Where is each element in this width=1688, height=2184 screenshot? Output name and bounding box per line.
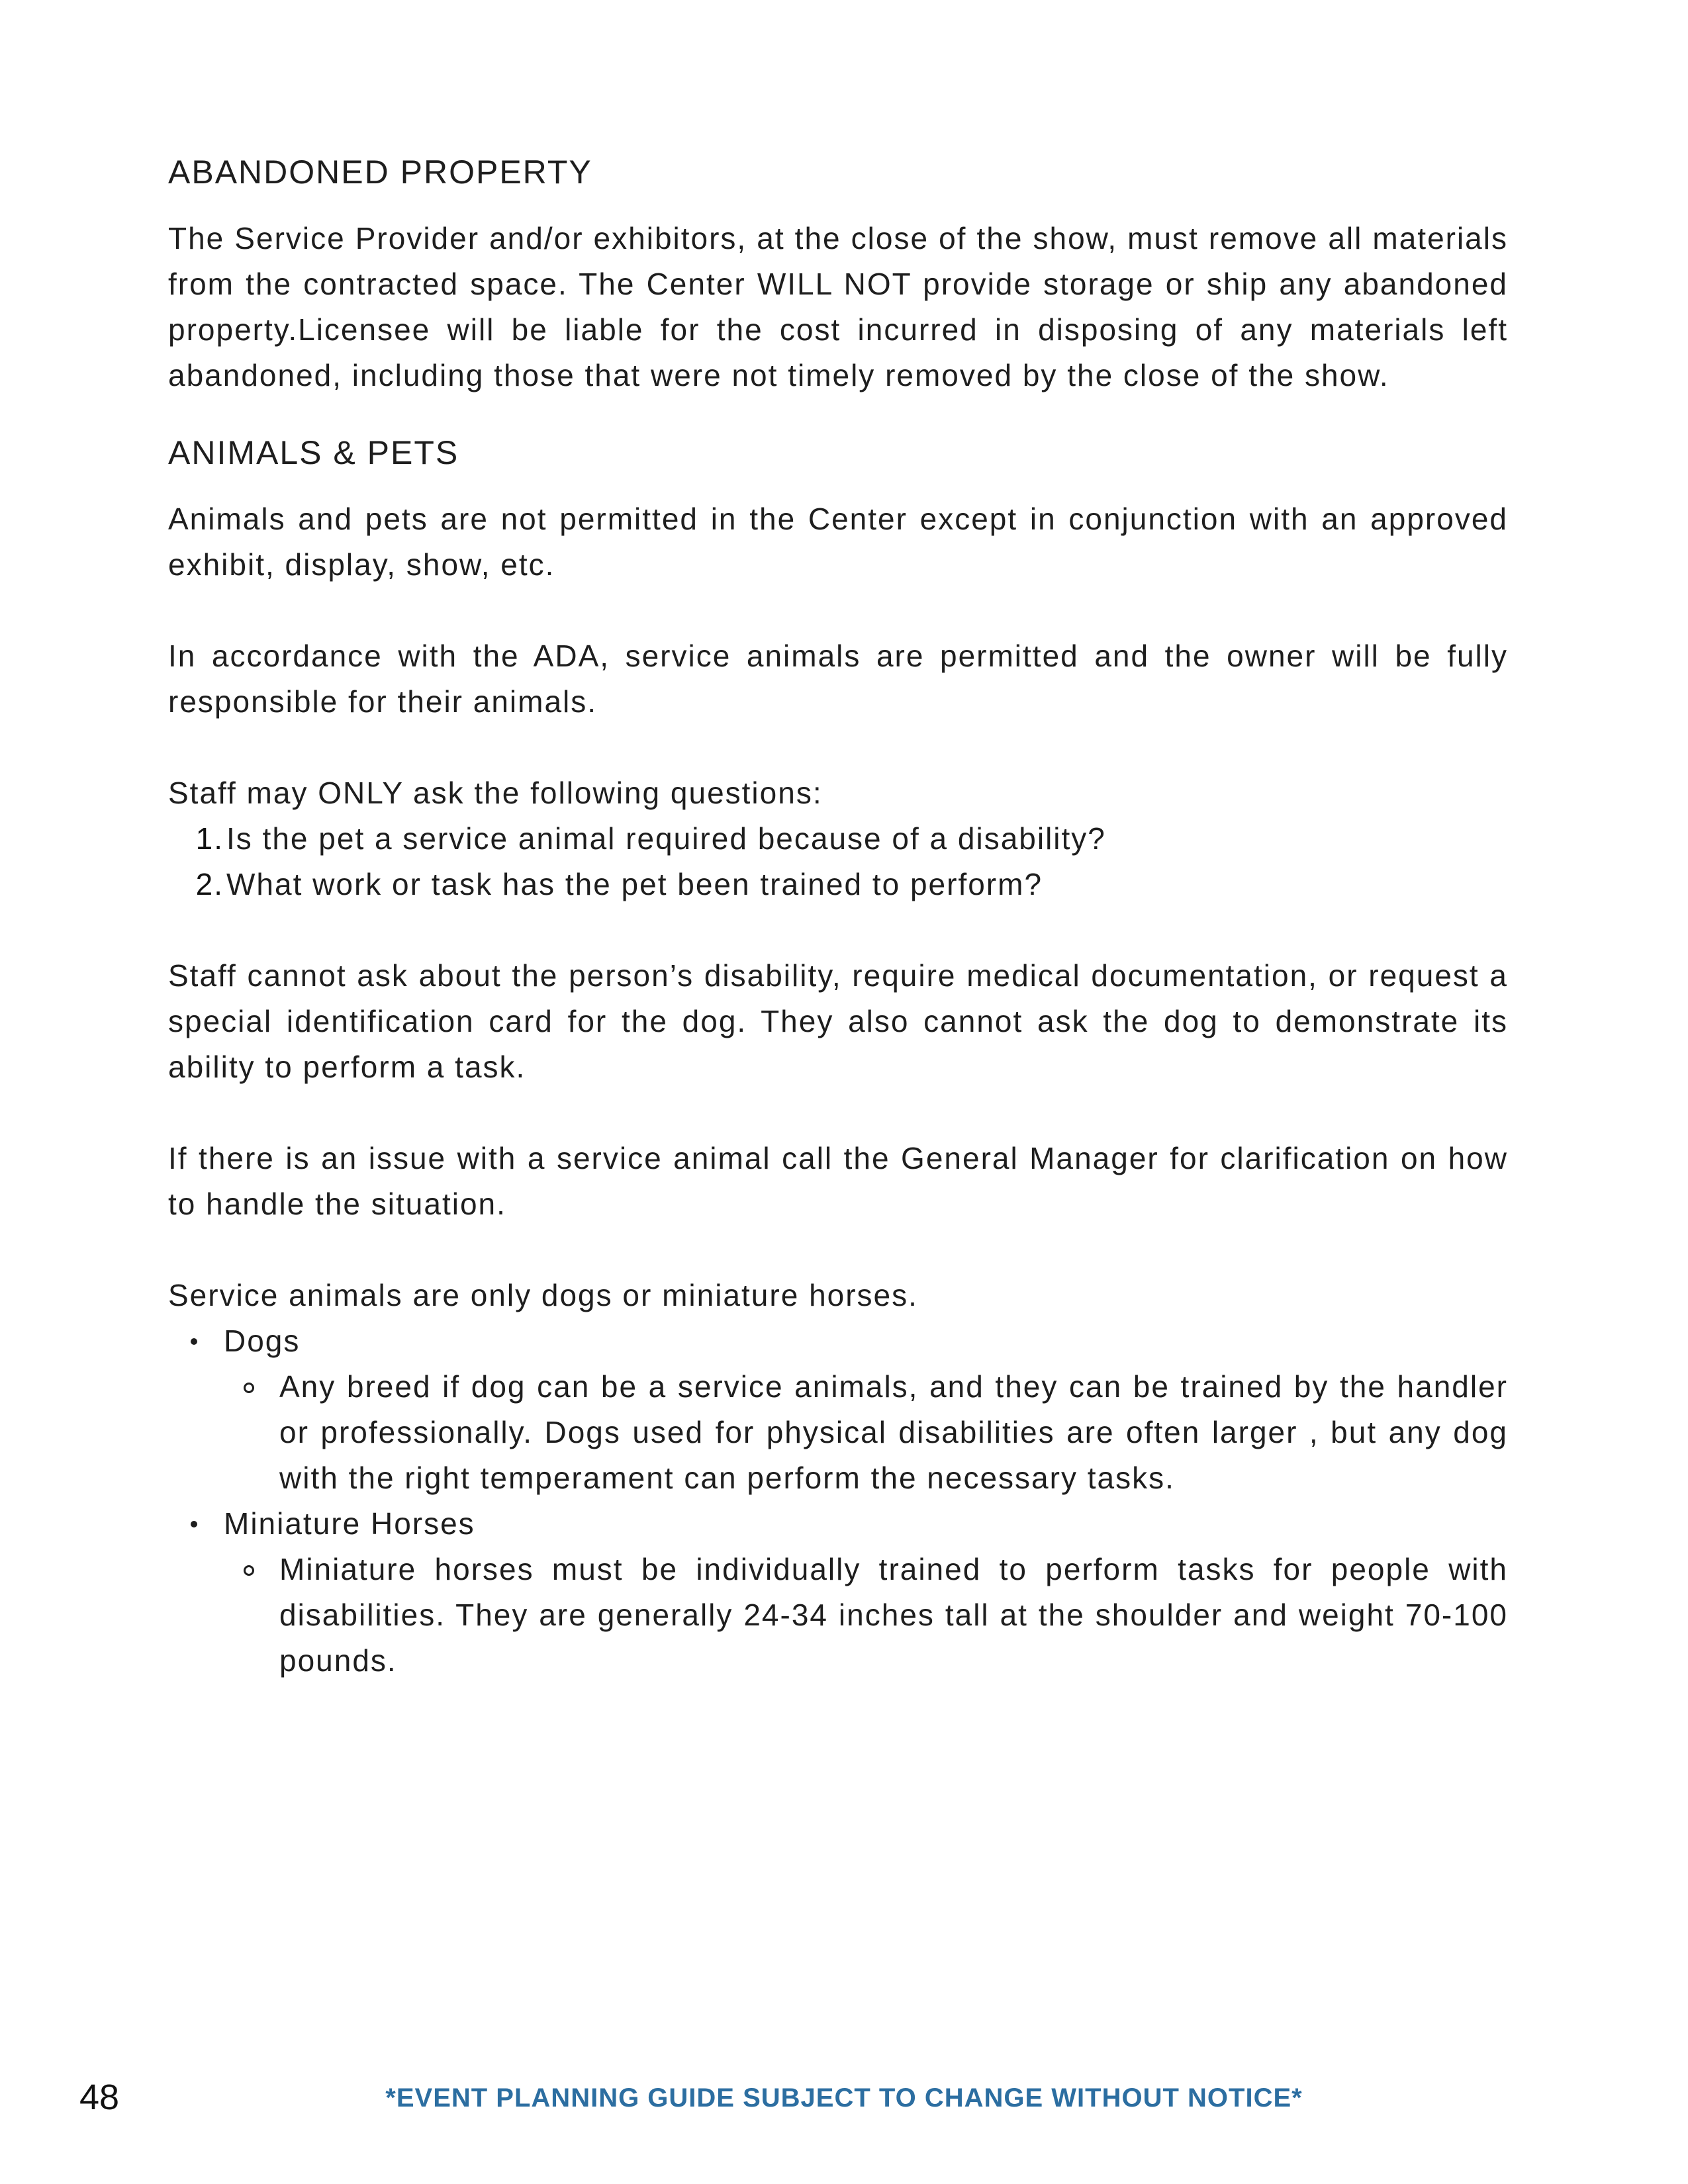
- ada-paragraph: In accordance with the ADA, service animals are permitted and the owner will be fully responsible for their animals.: [168, 639, 1508, 719]
- question-text: Is the pet a service animal required because of a disability?: [226, 821, 1106, 856]
- hollow-bullet-icon: [224, 1547, 279, 1684]
- list-item: [168, 862, 1508, 907]
- question-text: What work or task has the pet been trained to perform?: [226, 867, 1043, 901]
- type-label: Miniature Horses: [224, 1506, 475, 1541]
- abandoned-property-heading: ABANDONED PROPERTY: [168, 154, 592, 191]
- page-content: [168, 152, 1508, 1684]
- page-number: 48: [79, 2077, 120, 2117]
- type-detail: Miniature horses must be individually trained to perform tasks for people with disabilities. They are generally 24-34 inches tall at the shoulder and weight 70-100 pounds.: [279, 1552, 1508, 1678]
- list-number: 1.: [195, 821, 224, 856]
- questions-list: [168, 816, 1508, 907]
- animals-pets-heading: ANIMALS & PETS: [168, 434, 459, 471]
- list-number: 2.: [195, 867, 224, 901]
- general-manager-paragraph: If there is an issue with a service animal call the General Manager for clarification on how to handle the situation.: [168, 1141, 1508, 1221]
- list-item: [168, 816, 1508, 862]
- spacer: [168, 1227, 1508, 1273]
- abandoned-property-body: The Service Provider and/or exhibitors, at the close of the show, must remove all materials from the contracted space. The Center WILL NOT provide storage or ship any abandoned property.Licensee will be liable for the cost incurred in disposing of any materials left abandoned, including those that were not timely removed by the close of the show.: [168, 221, 1508, 392]
- service-animal-types-intro: Service animals are only dogs or miniature horses.: [168, 1278, 918, 1312]
- type-label: Dogs: [224, 1324, 301, 1358]
- list-item: [168, 1501, 1508, 1684]
- spacer: [168, 1090, 1508, 1136]
- type-detail: Any breed if dog can be a service animals, and they can be trained by the handler or professionally. Dogs used for physical disabilities are often larger , but any dog with the right temperament can perform the necessary tasks.: [279, 1369, 1508, 1495]
- bullet-icon: [168, 1318, 224, 1364]
- service-animal-types-list: [168, 1318, 1508, 1684]
- questions-intro: Staff may ONLY ask the following questions:: [168, 776, 823, 810]
- footer-notice: *EVENT PLANNING GUIDE SUBJECT TO CHANGE WITHOUT NOTICE*: [385, 2083, 1303, 2113]
- animals-intro-paragraph: Animals and pets are not permitted in the Center except in conjunction with an approved exhibit, display, show, etc.: [168, 502, 1508, 582]
- hollow-bullet-icon: [224, 1364, 279, 1501]
- spacer: [168, 588, 1508, 633]
- bullet-icon: [168, 1501, 224, 1547]
- spacer: [168, 725, 1508, 770]
- spacer: [168, 907, 1508, 953]
- list-item: [168, 1318, 1508, 1501]
- staff-restrictions-paragraph: Staff cannot ask about the person’s disability, require medical documentation, or request a special identification card for the dog. They also cannot ask the dog to demonstrate its ability to perform a task.: [168, 958, 1508, 1084]
